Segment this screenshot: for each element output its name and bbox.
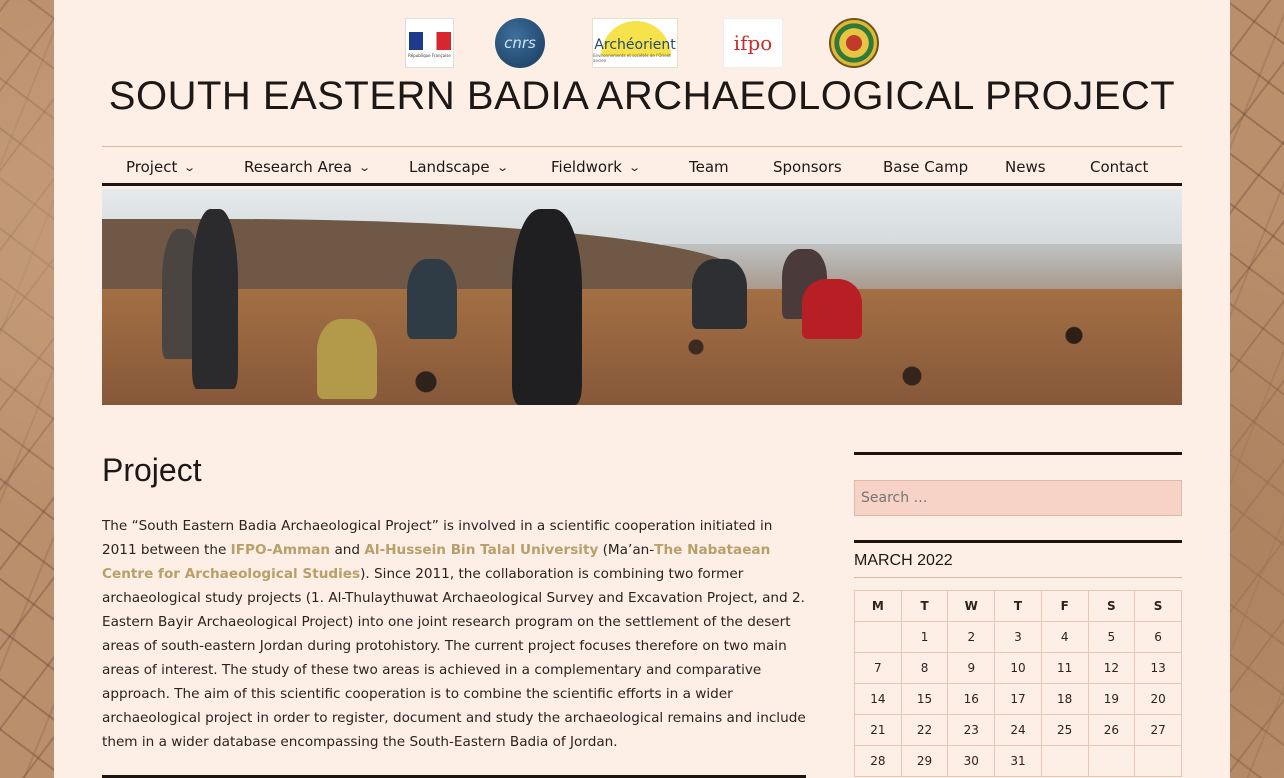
republique-francaise-text: République Française	[408, 52, 451, 58]
calendar-day: 8	[901, 653, 948, 684]
hero-person	[512, 209, 582, 405]
archeorient-logo-text: Archéorient	[594, 37, 676, 53]
calendar-week-row	[855, 622, 1182, 653]
calendar-day: 23	[948, 715, 995, 746]
nav-item-project[interactable]	[126, 158, 195, 176]
calendar-table	[854, 590, 1182, 777]
calendar-day: 22	[901, 715, 948, 746]
calendar-day: 14	[855, 684, 902, 715]
jordan-emblem-logo[interactable]	[829, 18, 879, 68]
search-input[interactable]	[854, 480, 1182, 516]
ifpo-logo-text: ifpo	[733, 31, 773, 55]
chevron-down-icon: ⌄	[183, 160, 197, 174]
nav-item-label: Base Camp	[883, 158, 969, 176]
calendar-day: 12	[1088, 653, 1135, 684]
calendar-day-header: T	[901, 591, 948, 622]
hero-person	[407, 259, 457, 339]
hero-person	[692, 259, 747, 329]
calendar-day-header: F	[1041, 591, 1088, 622]
nav-item-label: Research Area	[244, 158, 353, 176]
calendar-day: 6	[1135, 622, 1182, 653]
calendar-day: 21	[855, 715, 902, 746]
chevron-down-icon: ⌄	[628, 160, 641, 174]
emblem-icon	[846, 35, 862, 51]
calendar-day-header: T	[995, 591, 1042, 622]
nav-item-label: Contact	[1090, 158, 1149, 176]
page-title: Project	[102, 452, 202, 488]
calendar-day-header: S	[1135, 591, 1182, 622]
archeorient-logo-subtext: Environnements et sociétés de l'Orient ancien	[593, 53, 671, 63]
calendar-day	[855, 622, 902, 653]
calendar-day: 15	[901, 684, 948, 715]
nav-item-research-area[interactable]	[244, 158, 372, 176]
calendar-header-row	[855, 591, 1182, 622]
calendar-day: 11	[1041, 653, 1088, 684]
calendar-week-row	[855, 746, 1182, 777]
description-text: ). Since 2011, the collaboration is combining two former archaeological study projects (1. Al-Thulaythuwat Archaeological Survey and Excavation Project, and 2. Eastern Bayir Archaeological Project) into one joint research program on the settlement of the desert areas of south-eastern Jordan during protohistory. The current project focuses therefore on two main areas of interest. The study of these two areas is achieved in a complementary and comparative approach. The aim of this scientific cooperation is to combine the scientific efforts in a wider archaeological project in order to register, document and study the archaeological remains and include them in a wider database encompassing the South-Eastern Badia of Jordan.	[102, 566, 806, 750]
calendar-day: 17	[995, 684, 1042, 715]
calendar-day: 2	[948, 622, 995, 653]
ifpo-amman-link[interactable]: IFPO-Amman	[230, 542, 331, 558]
sidebar	[854, 452, 1182, 777]
calendar-day: 24	[995, 715, 1042, 746]
calendar-day: 28	[855, 746, 902, 777]
calendar-day: 29	[901, 746, 948, 777]
nav-item-sponsors[interactable]	[773, 158, 842, 176]
description-text: (Ma’an-	[598, 542, 655, 558]
site-title[interactable]: SOUTH EASTERN BADIA ARCHAEOLOGICAL PROJECT	[108, 74, 1176, 118]
nav-item-fieldwork[interactable]	[551, 158, 639, 176]
description-text: and	[330, 542, 365, 558]
nav-item-label: Sponsors	[773, 158, 842, 176]
nav-item-news[interactable]	[1005, 158, 1046, 176]
calendar-day: 13	[1135, 653, 1182, 684]
nav-item-label: Landscape	[409, 158, 490, 176]
sidebar-divider	[854, 452, 1182, 455]
calendar-day: 5	[1088, 622, 1135, 653]
partner-logos	[54, 18, 1230, 70]
al-hussein-university-link[interactable]: Al-Hussein Bin Talal University	[364, 542, 599, 558]
header-image	[102, 189, 1182, 405]
main-nav	[102, 146, 1182, 186]
chevron-down-icon: ⌄	[495, 160, 509, 174]
calendar-week-row	[855, 684, 1182, 715]
calendar-day: 19	[1088, 684, 1135, 715]
calendar-week-row	[855, 715, 1182, 746]
calendar-day-header: S	[1088, 591, 1135, 622]
calendar-day-header: M	[855, 591, 902, 622]
nav-item-label: Fieldwork	[551, 158, 622, 176]
hero-person	[192, 209, 238, 389]
calendar-title: MARCH 2022	[854, 543, 1182, 578]
calendar-day: 16	[948, 684, 995, 715]
nav-item-team[interactable]	[689, 158, 729, 176]
calendar-day: 26	[1088, 715, 1135, 746]
nav-item-landscape[interactable]	[409, 158, 507, 176]
hero-ground	[102, 289, 1182, 405]
archeorient-logo[interactable]	[592, 18, 678, 68]
calendar-day	[1088, 746, 1135, 777]
calendar-day: 27	[1135, 715, 1182, 746]
cnrs-logo-text: cnrs	[504, 34, 536, 52]
project-description	[102, 514, 810, 754]
nav-item-label: News	[1005, 158, 1046, 176]
calendar-day: 9	[948, 653, 995, 684]
description-text: The “South Eastern Badia Archaeological Project” is involved in a scientific cooperation initiated in 2011 between the	[102, 518, 773, 558]
nav-item-contact[interactable]	[1090, 158, 1148, 176]
hero-person	[317, 319, 377, 399]
calendar-week-row	[855, 653, 1182, 684]
chevron-down-icon: ⌄	[358, 160, 372, 174]
ifpo-logo[interactable]	[723, 18, 783, 68]
calendar-day: 18	[1041, 684, 1088, 715]
calendar-day: 20	[1135, 684, 1182, 715]
republique-francaise-logo[interactable]	[405, 18, 454, 68]
calendar-day: 7	[855, 653, 902, 684]
calendar-day: 10	[995, 653, 1042, 684]
nav-item-label: Project	[126, 158, 178, 176]
calendar-day: 30	[948, 746, 995, 777]
calendar-day: 1	[901, 622, 948, 653]
calendar-day: 3	[995, 622, 1042, 653]
calendar-day: 4	[1041, 622, 1088, 653]
calendar-day-header: W	[948, 591, 995, 622]
calendar-day: 25	[1041, 715, 1088, 746]
nabataean-centre-link[interactable]: The Nabataean Centre for Archaeological Studies	[102, 542, 771, 582]
nav-item-base-camp[interactable]	[883, 158, 968, 176]
calendar-day: 31	[995, 746, 1042, 777]
cnrs-logo[interactable]	[495, 18, 545, 68]
calendar-day	[1041, 746, 1088, 777]
calendar-day	[1135, 746, 1182, 777]
page-container	[54, 0, 1230, 778]
hero-person	[802, 279, 862, 339]
french-flag-icon	[409, 32, 451, 50]
nav-item-label: Team	[689, 158, 729, 176]
